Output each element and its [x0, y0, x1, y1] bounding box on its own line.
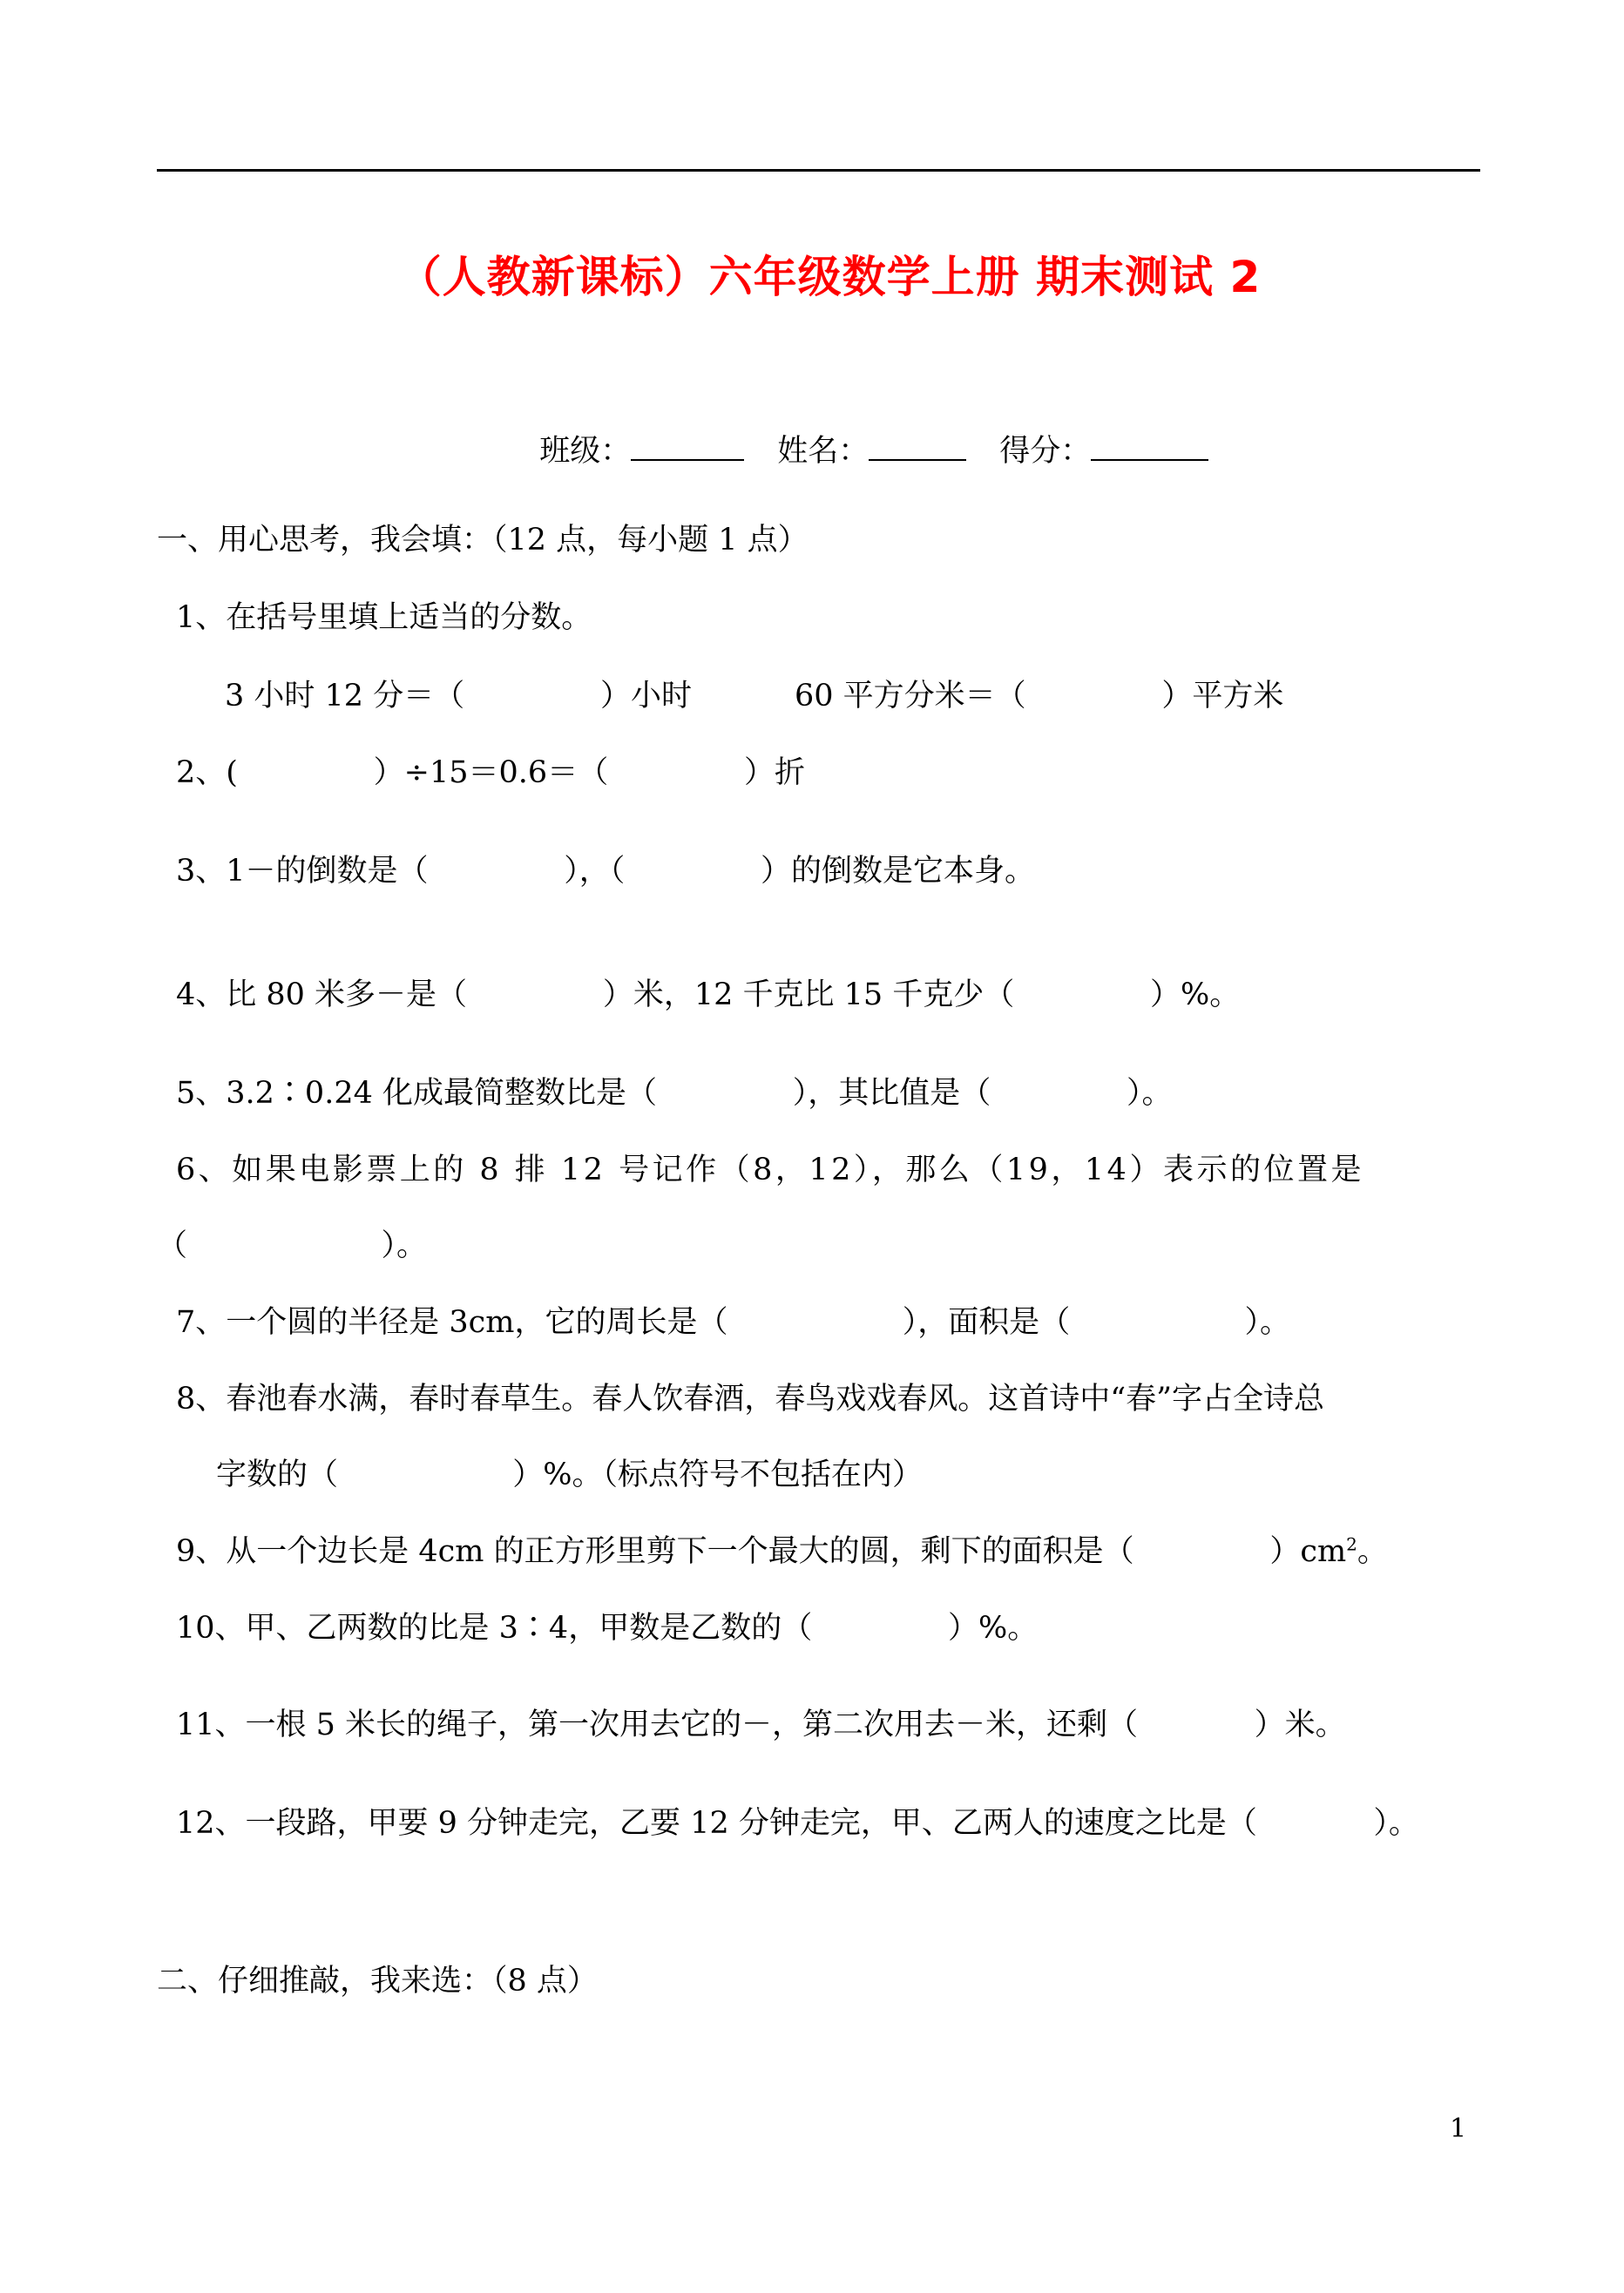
question-7: 7、一个圆的半径是 3cm，它的周长是（ ），面积是（ ）。: [176, 1305, 1290, 1340]
class-blank[interactable]: [631, 430, 744, 461]
question-1-part-b: 60 平方分米＝（ ）平方米: [795, 679, 1284, 714]
question-6-line-2: （ ）。: [157, 1228, 428, 1263]
question-10: 10、甲、乙两数的比是 3∶4，甲数是乙数的（ ）%。: [176, 1611, 1039, 1646]
score-label: 得分：: [999, 434, 1092, 469]
question-8-line-2: 字数的（ ）%。（标点符号不包括在内）: [216, 1458, 924, 1492]
question-5: 5、3.2∶0.24 化成最简整数比是（ ），其比值是（ ）。: [176, 1076, 1173, 1111]
name-label: 姓名：: [777, 434, 870, 469]
question-9-superscript: 2: [1346, 1533, 1357, 1555]
question-9-tail: 。: [1357, 1534, 1388, 1569]
question-9: [176, 1532, 1388, 1571]
question-12: 12、一段路，甲要 9 分钟走完，乙要 12 分钟走完，甲、乙两人的速度之比是（ ）。: [176, 1806, 1419, 1841]
question-6-line-1: 6、如果电影票上的 8 排 12 号记作（8，12），那么（19，14）表示的位置是: [176, 1153, 1364, 1187]
page-number: 1: [1450, 2114, 1467, 2144]
class-label: 班级：: [539, 434, 632, 469]
question-1-part-a: 3 小时 12 分＝（ ）小时: [225, 679, 692, 714]
question-4: 4、比 80 米多－是（ ）米，12 千克比 15 千克少（ ）%。: [176, 977, 1241, 1012]
question-11: 11、一根 5 米长的绳子，第一次用去它的－，第二次用去－米，还剩（ ）米。: [176, 1708, 1346, 1742]
page-title: （人教新课标）六年级数学上册 期末测试 2: [397, 252, 1262, 302]
question-3: 3、1－的倒数是（ ），（ ）的倒数是它本身。: [176, 854, 1036, 889]
name-blank[interactable]: [869, 430, 966, 461]
header-rule: [157, 169, 1480, 172]
question-1: 1、在括号里填上适当的分数。: [176, 600, 592, 635]
score-blank[interactable]: [1091, 430, 1208, 461]
section-2-heading: 二、仔细推敲，我来选：（8 点）: [157, 1964, 598, 1999]
question-9-text: 9、从一个边长是 4cm 的正方形里剪下一个最大的圆，剩下的面积是（ ）cm: [176, 1534, 1347, 1569]
question-8-line-1: 8、春池春水满，春时春草生。春人饮春酒，春鸟戏戏春风。这首诗中“春”字占全诗总: [176, 1382, 1325, 1417]
info-line: [520, 391, 1208, 470]
section-1-heading: 一、用心思考，我会填：（12 点，每小题 1 点）: [157, 523, 809, 558]
question-2: 2、( ）÷15＝0.6＝（ ）折: [176, 755, 805, 790]
